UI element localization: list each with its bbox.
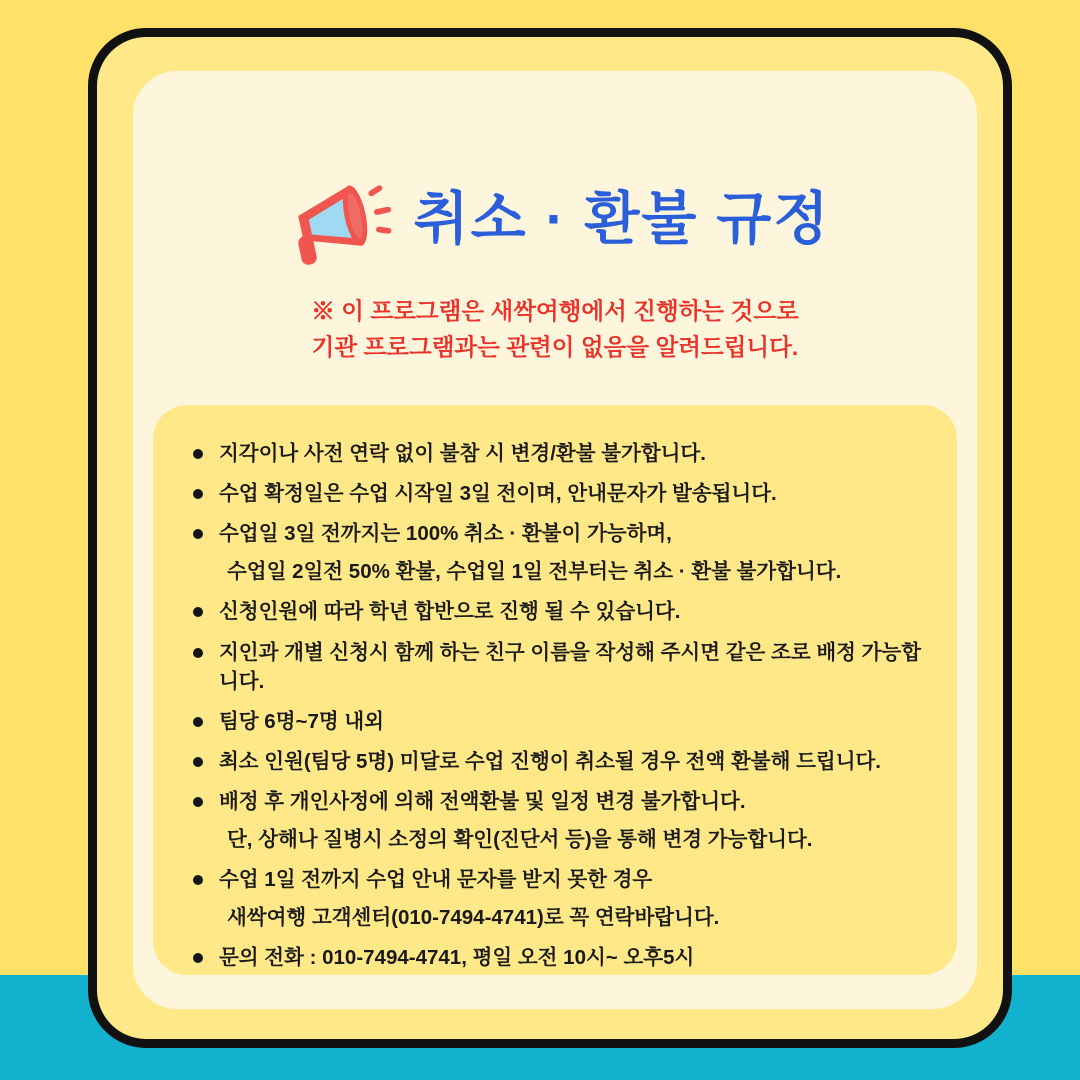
bullet-icon (193, 757, 203, 767)
megaphone-icon (280, 175, 398, 271)
rule-item (179, 439, 931, 468)
notice-line-1: ※ 이 프로그램은 새싹여행에서 진행하는 것으로 (311, 298, 799, 324)
rule-item (179, 479, 931, 508)
rule-item (179, 519, 931, 586)
rule-item (179, 707, 931, 736)
rule-item (179, 747, 931, 776)
rule-line-1: 지인과 개별 신청시 함께 하는 친구 이름을 작성해 주시면 같은 조로 배정 가능합니다. (219, 640, 922, 693)
rule-item (179, 787, 931, 854)
rules-box (153, 405, 957, 975)
notice-line-2: 기관 프로그램과는 관련이 없음을 알려드립니다. (311, 334, 799, 361)
rule-line-1: 팀당 6명~7명 내외 (219, 709, 384, 733)
header (133, 167, 977, 271)
bullet-icon (193, 529, 203, 539)
rule-line-2: 단, 상해나 질병시 소정의 확인(진단서 등)을 통해 변경 가능합니다. (227, 828, 813, 852)
rule-line-1: 수업 확정일은 수업 시작일 3일 전이며, 안내문자가 발송됩니다. (219, 482, 777, 506)
bullet-icon (193, 875, 203, 885)
rule-line-1: 신청인원에 따라 학년 합반으로 진행 될 수 있습니다. (219, 600, 681, 624)
bullet-icon (193, 648, 203, 658)
rule-item (179, 865, 931, 932)
bullet-icon (193, 953, 203, 963)
page-title: 취소 · 환불 규정 (413, 186, 831, 251)
rule-line-1: 수업일 3일 전까지는 100% 취소 · 환불이 가능하며, (219, 522, 672, 546)
rule-line-1: 배정 후 개인사정에 의해 전액환불 및 일정 변경 불가합니다. (219, 789, 746, 813)
rule-line-1: 최소 인원(팀당 5명) 미달로 수업 진행이 취소될 경우 전액 환불해 드립니다. (219, 749, 881, 773)
rule-item (179, 597, 931, 626)
rule-line-1: 지각이나 사전 연락 없이 불참 시 변경/환불 불가합니다. (219, 442, 706, 465)
bullet-icon (193, 717, 203, 727)
rule-line-1: 문의 전화 : 010-7494-4741, 평일 오전 10시~ 오후5시 (219, 946, 695, 970)
rule-line-2: 새싹여행 고객센터(010-7494-4741)로 꼭 연락바랍니다. (227, 906, 720, 930)
rule-line-1: 수업 1일 전까지 수업 안내 문자를 받지 못한 경우 (219, 868, 653, 892)
rule-item (179, 943, 931, 972)
notice-text (133, 293, 977, 366)
rule-item (179, 638, 931, 696)
bullet-icon (193, 489, 203, 499)
bullet-icon (193, 607, 203, 617)
bullet-icon (193, 797, 203, 807)
rule-line-2: 수업일 2일전 50% 환불, 수업일 1일 전부터는 취소 · 환불 불가합니다. (227, 560, 842, 584)
outer-card (88, 28, 1012, 1048)
inner-panel (133, 71, 977, 1009)
bullet-icon (193, 449, 203, 459)
